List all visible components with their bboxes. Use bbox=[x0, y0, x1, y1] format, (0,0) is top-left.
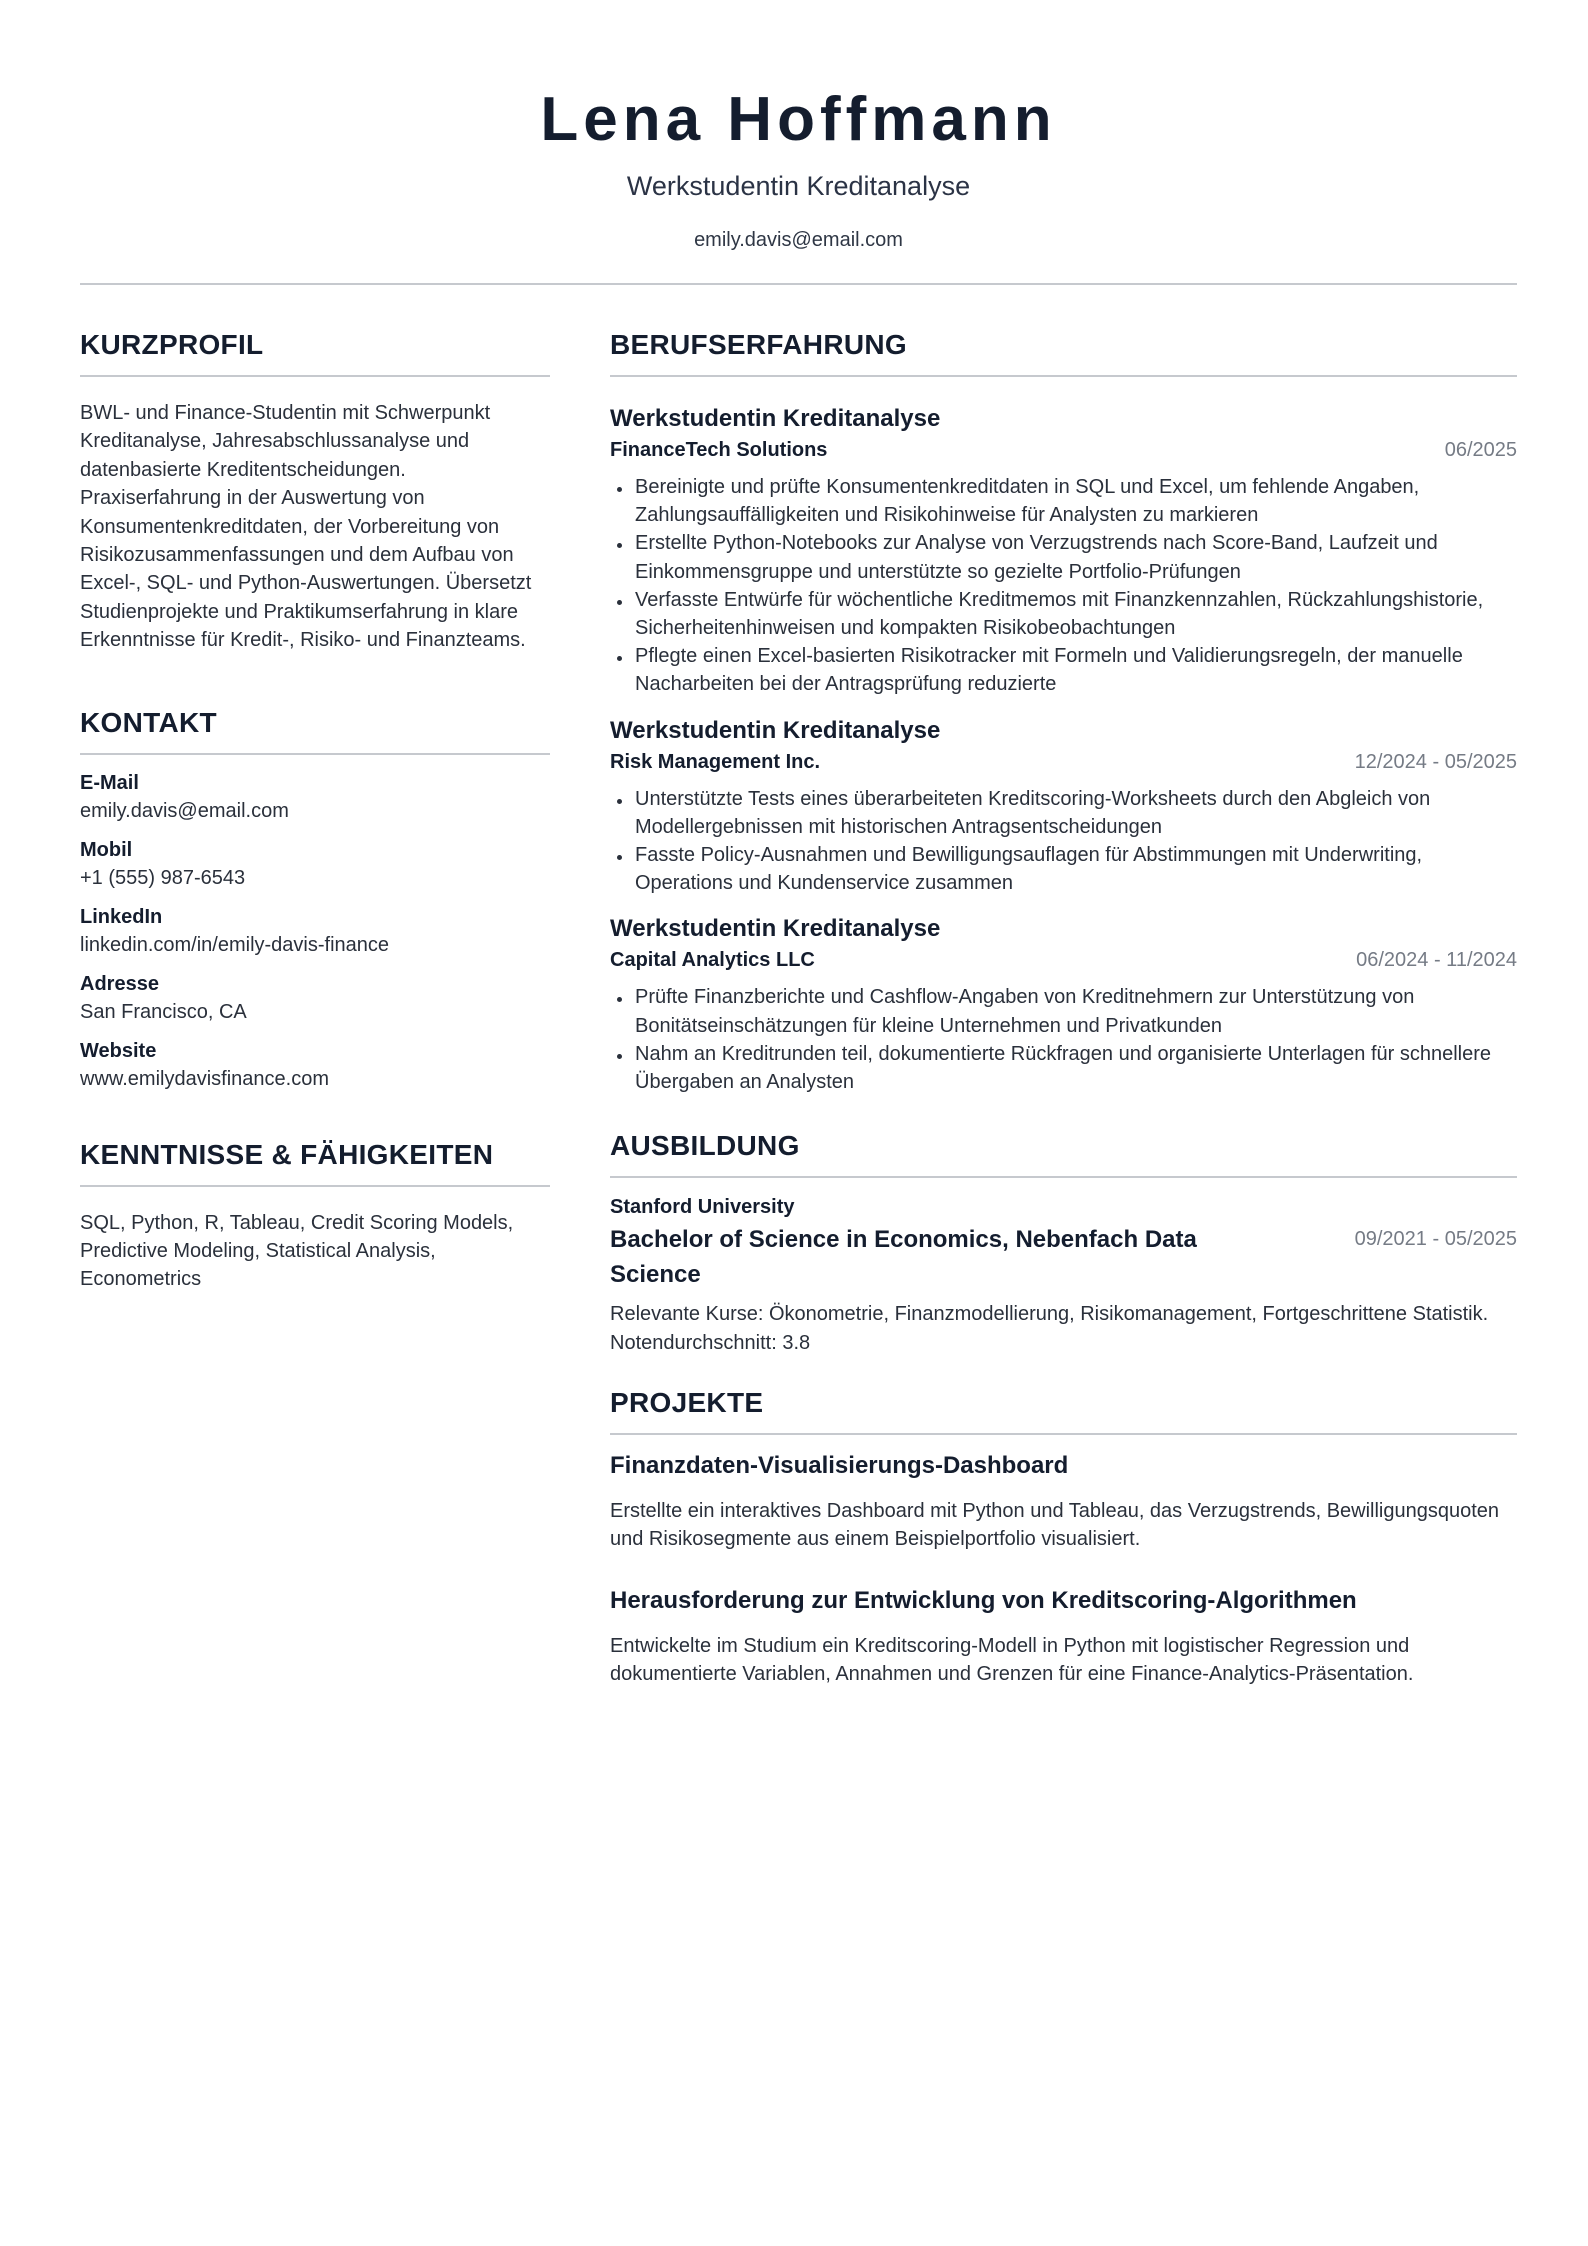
contact-item-linkedin bbox=[80, 903, 550, 959]
job-bullet: Prüfte Finanzberichte und Cashflow-Angaben von Kreditnehmern zur Unterstützung von Bonitätseinschätzungen für kleine Unternehmen und Privatkunden bbox=[610, 983, 1517, 1039]
job-bullet: Erstellte Python-Notebooks zur Analyse von Verzugstrends nach Score-Band, Laufzeit und Einkommensgruppe und unterstützte so gezielte Portfolio-Prüfungen bbox=[610, 529, 1517, 585]
contact-website-value[interactable]: www.emilydavisfinance.com bbox=[80, 1067, 329, 1090]
job-bullet-list bbox=[610, 473, 1517, 699]
job-company: Risk Management Inc. bbox=[610, 750, 821, 773]
contact-linkedin-value[interactable]: linkedin.com/in/emily-davis-finance bbox=[80, 933, 390, 956]
contact-label: E-Mail bbox=[80, 771, 139, 794]
job-dates: 12/2024 - 05/2025 bbox=[1354, 750, 1517, 773]
education-heading: AUSBILDUNG bbox=[610, 1126, 1517, 1178]
job-bullet: Bereinigte und prüfte Konsumentenkreditdaten in SQL und Excel, um fehlende Angaben, Zahlungsauffälligkeiten und Risikohinweise für Analysten zu markieren bbox=[610, 473, 1517, 529]
job-meta bbox=[610, 747, 1517, 777]
job-bullet-list bbox=[610, 983, 1517, 1096]
skills-heading: KENNTNISSE & FÄHIGKEITEN bbox=[80, 1135, 550, 1187]
contact-label: LinkedIn bbox=[80, 905, 163, 928]
education-section bbox=[610, 1126, 1517, 1357]
projects-section bbox=[610, 1383, 1517, 1689]
experience-heading: BERUFSERFAHRUNG bbox=[610, 325, 1517, 377]
project-description: Entwickelte im Studium ein Kreditscoring-Modell in Python mit logistischer Regression und dokumentierte Variablen, Annahmen und Grenzen für eine Finance-Analytics-Präsentation. bbox=[610, 1634, 1414, 1686]
right-column bbox=[610, 325, 1517, 1689]
job-meta bbox=[610, 435, 1517, 465]
summary-section bbox=[80, 325, 550, 655]
project-description: Erstellte ein interaktives Dashboard mit Python und Tableau, das Verzugstrends, Bewilligungsquoten und Risikosegmente aus einem Beispielportfolio visualisiert. bbox=[610, 1500, 1500, 1551]
job-title: Werkstudentin Kreditanalyse bbox=[610, 915, 941, 943]
job-bullet: Unterstützte Tests eines überarbeiteten Kreditscoring-Worksheets durch den Abgleich von Modellergebnissen mit historischen Antragsentscheidungen bbox=[610, 785, 1517, 841]
candidate-headline: Werkstudentin Kreditanalyse bbox=[626, 171, 971, 201]
education-courses: Relevante Kurse: Ökonometrie, Finanzmodellierung, Risikomanagement, Fortgeschrittene Statistik. Notendurchschnitt: 3.8 bbox=[610, 1303, 1489, 1354]
job-bullet-list bbox=[610, 785, 1517, 898]
summary-text: BWL- und Finance-Studentin mit Schwerpunkt Kreditanalyse, Jahresabschlussanalyse und datenbasierte Kreditentscheidungen. Praxiserfahrung in der Auswertung von Konsumentenkreditdaten, der Vorbereitung von Risikozusammenfassungen und dem Aufbau von Excel-, SQL- und Python-Auswertungen. Übersetzt Studienprojekte und Praktikumserfahrung in klare Erkenntnisse für Kredit-, Risiko- und Finanzteams. bbox=[80, 402, 532, 652]
job-company: Capital Analytics LLC bbox=[610, 949, 815, 972]
header-email: emily.davis@email.com bbox=[694, 229, 903, 251]
education-degree: Bachelor of Science in Economics, Nebenfach Data Science bbox=[610, 1226, 1197, 1289]
skills-section bbox=[80, 1135, 550, 1294]
contact-phone-value: +1 (555) 987-6543 bbox=[80, 866, 246, 889]
job-dates: 06/2024 - 11/2024 bbox=[1356, 949, 1517, 972]
contact-email-value[interactable]: emily.davis@email.com bbox=[80, 799, 289, 822]
contact-heading: KONTAKT bbox=[80, 703, 550, 755]
contact-label: Mobil bbox=[80, 838, 133, 861]
job-entry bbox=[610, 913, 1517, 1096]
left-column bbox=[80, 325, 550, 1294]
project-entry bbox=[610, 1449, 1517, 1554]
job-bullet: Verfasste Entwürfe für wöchentliche Kreditmemos mit Finanzkennzahlen, Rückzahlungshistorie, Sicherheitenhinweisen und kompakten Risikobeobachtungen bbox=[610, 586, 1517, 642]
projects-heading: PROJEKTE bbox=[610, 1383, 1517, 1435]
education-school: Stanford University bbox=[610, 1196, 795, 1219]
contact-item-website bbox=[80, 1037, 550, 1093]
job-meta bbox=[610, 945, 1517, 975]
job-company: FinanceTech Solutions bbox=[610, 439, 828, 461]
summary-heading: KURZPROFIL bbox=[80, 325, 550, 377]
contact-address-value: San Francisco, CA bbox=[80, 1000, 247, 1023]
education-row bbox=[610, 1222, 1517, 1292]
job-bullet: Nahm an Kreditrunden teil, dokumentierte Rückfragen und organisierte Unterlagen für schnellere Übergaben an Analysten bbox=[610, 1040, 1517, 1096]
job-bullet: Fasste Policy-Ausnahmen und Bewilligungsauflagen für Abstimmungen mit Underwriting, Operations und Kundenservice zusammen bbox=[610, 841, 1517, 897]
project-title: Herausforderung zur Entwicklung von Kreditscoring-Algorithmen bbox=[610, 1586, 1357, 1614]
experience-section bbox=[610, 325, 1517, 1096]
job-entry bbox=[610, 403, 1517, 699]
contact-label: Website bbox=[80, 1039, 157, 1062]
contact-item-email bbox=[80, 769, 550, 825]
job-dates: 06/2025 bbox=[1444, 439, 1517, 461]
contact-label: Adresse bbox=[80, 972, 159, 995]
contact-item-address bbox=[80, 970, 550, 1026]
contact-item-phone bbox=[80, 836, 550, 892]
project-title: Finanzdaten-Visualisierungs-Dashboard bbox=[610, 1452, 1069, 1480]
skills-text: SQL, Python, R, Tableau, Credit Scoring Models, Predictive Modeling, Statistical Analysis, Econometrics bbox=[80, 1211, 514, 1291]
contact-list bbox=[80, 769, 550, 1093]
job-entry bbox=[610, 715, 1517, 898]
contact-section bbox=[80, 703, 550, 1093]
job-title: Werkstudentin Kreditanalyse bbox=[610, 716, 941, 744]
education-dates: 09/2021 - 05/2025 bbox=[1354, 1228, 1517, 1251]
project-entry bbox=[610, 1584, 1517, 1689]
header-divider bbox=[80, 283, 1517, 285]
candidate-name: Lena Hoffmann bbox=[540, 85, 1057, 154]
job-title: Werkstudentin Kreditanalyse bbox=[610, 405, 941, 432]
job-bullet: Pflegte einen Excel-basierten Risikotracker mit Formeln und Validierungsregeln, der manuelle Nacharbeiten bei der Antragsprüfung reduzierte bbox=[610, 642, 1517, 698]
